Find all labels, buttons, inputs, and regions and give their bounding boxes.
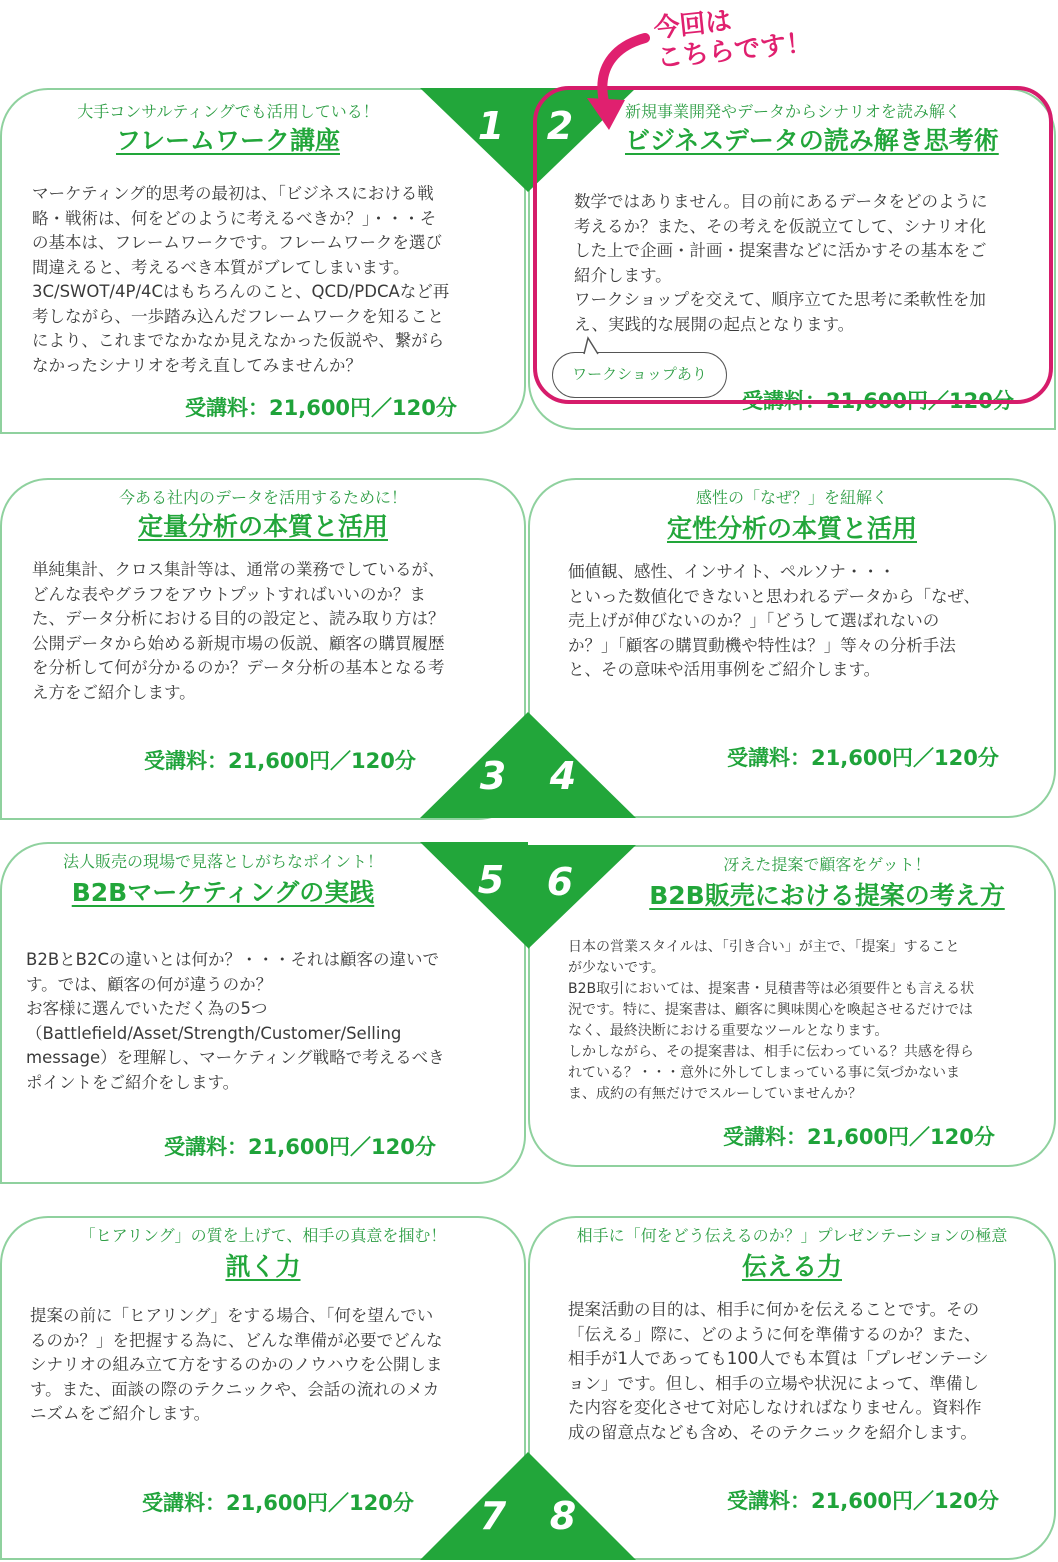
course-price: 受講料：21,600円／120分 (723, 1125, 995, 1149)
course-number: 1 (477, 104, 505, 148)
course-price: 受講料：21,600円／120分 (727, 1489, 999, 1513)
course-number: 7 (479, 1494, 507, 1538)
course-price: 受講料：21,600円／120分 (742, 389, 1014, 413)
course-description: 価値観、感性、インサイト、ペルソナ・・・ といった数値化できないと思われるデータから「なぜ、 売上げが伸びないのか？」「どうして選ばれないの か？」「顧客の購買動機や特性は？」等々の分析手法 と、その意味や活用事例をご紹介します。 (568, 562, 981, 679)
course-title: B2B販売における提案の考え方 (649, 881, 1005, 910)
course-tagline: 新規事業開発やデータからシナリオを読み解く (625, 102, 961, 121)
badge-tail-icon (582, 336, 602, 356)
course-description: 数学ではありません。目の前にあるデータをどのように 考えるか？また、その考えを仮説立てして、シナリオ化 した上で企画・計画・提案書などに活かすその基本をご 紹介します。 ワークショップを交えて、順序立てた思考に柔軟性を加 え、実践的な展開の起点となります。 (574, 192, 988, 334)
current-course-callout: 今回は こちらです！ (652, 6, 814, 74)
course-description: 提案活動の目的は、相手に何かを伝えることです。その 「伝える」際に、どのように何を準備するのか？また、 相手が1人であっても100人でも本質は「プレゼンテーシ ョン」です。但し、相手の立場や状況によって、準備し た内容を変化させて対応しなければなりません。資料作 成の留意点なども含め、そのテクニックを紹介します。 (568, 1300, 989, 1442)
course-number: 5 (477, 858, 505, 902)
course-tagline: 法人販売の現場で見落としがちなポイント！ (62, 852, 383, 871)
course-tagline: 冴えた提案で顧客をゲット！ (723, 855, 931, 874)
course-title: 伝える力 (741, 1252, 842, 1281)
course-title: ビジネスデータの読み解き思考術 (625, 126, 999, 155)
arrow-down-icon (565, 28, 655, 138)
workshop-badge: ワークショップあり (552, 352, 727, 398)
course-number: 2 (546, 104, 574, 148)
course-title: 定性分析の本質と活用 (666, 514, 917, 543)
course-description: 日本の営業スタイルは、「引き合い」が主で、「提案」すること が少ないです。 B2B取引においては、提案書・見積書等は必須要件とも言える状 況です。特に、提案書は、顧客に興味関心を喚起させるだけでは なく、最終決断における重要なツールとなります。 しかしながら、その提案書は、相手に伝わっている？共感を得ら れている？・・・意外に外してしまっている事に気づかないま ま、成約の有無だけでスルーしていませんか？ (568, 939, 975, 1102)
course-tagline: 相手に「何をどう伝えるのか？」プレゼンテーションの極意 (576, 1226, 1008, 1245)
course-description: 単純集計、クロス集計等は、通常の業務でしているが、 どんな表やグラフをアウトプットすればいいのか？ま た、データ分析における目的の設定と、読み取り方は？ 公開データから始める新規市場の仮説、顧客の購買履歴 を分析して何が分かるのか？データ分析の基本となる考 え方をご紹介します。 (32, 560, 445, 702)
course-title: フレームワーク講座 (115, 126, 340, 155)
course-price: 受講料：21,600円／120分 (164, 1135, 436, 1159)
course-title: 定量分析の本質と活用 (137, 512, 388, 541)
course-price: 受講料：21,600円／120分 (144, 749, 416, 773)
course-description: B2BとB2Cの違いとは何か？・・・それは顧客の違いで す。では、顧客の何が違うのか？ お客様に選んでいただく為の5つ （Battlefield/Asset/Strength/Customer/Selling message）を理解し、マーケティング戦略で考えるべき ポイントをご紹介をします。 (26, 950, 445, 1092)
course-tagline: 「ヒアリング」の質を上げて、相手の真意を掴む！ (79, 1226, 447, 1245)
course-tagline: 大手コンサルティングでも活用している！ (77, 102, 379, 121)
course-description: マーケティング的思考の最初は、「ビジネスにおける戦 略・戦術は、何をどのように考えるべきか？」・・・そ の基本は、フレームワークです。フレームワークを選び 間違えると、考えるべき本質がブレてしまいます。 3C/SWOT/4P/4Cはもちろんのこと、QCD/PDCAなど再 考しながら、一歩踏み込んだフレームワークを知ること により、これまでなかなか見えなかった仮説や、繋がら なかったシナリオを考え直してみませんか？ (32, 184, 450, 375)
course-title: 訊く力 (225, 1252, 301, 1281)
course-number: 8 (549, 1494, 577, 1538)
course-tagline: 今ある社内のデータを活用するために！ (118, 488, 407, 507)
course-description: 提案の前に「ヒアリング」をする場合、「何を望んでい るのか？」を把握する為に、どんな準備が必要でどんな シナリオの組み立て方をするのかのノウハウを公開しま す。また、面談の際のテクニックや、会話の流れのメカ ニズムをご紹介します。 (30, 1306, 443, 1423)
course-price: 受講料：21,600円／120分 (142, 1491, 414, 1515)
course-price: 受講料：21,600円／120分 (727, 746, 999, 770)
course-number: 6 (546, 860, 574, 904)
course-price: 受講料：21,600円／120分 (185, 396, 457, 420)
course-title: B2Bマーケティングの実践 (71, 878, 375, 907)
course-number: 3 (479, 754, 507, 798)
course-tagline: 感性の「なぜ？」を紐解く (695, 488, 888, 507)
course-number: 4 (549, 754, 577, 798)
